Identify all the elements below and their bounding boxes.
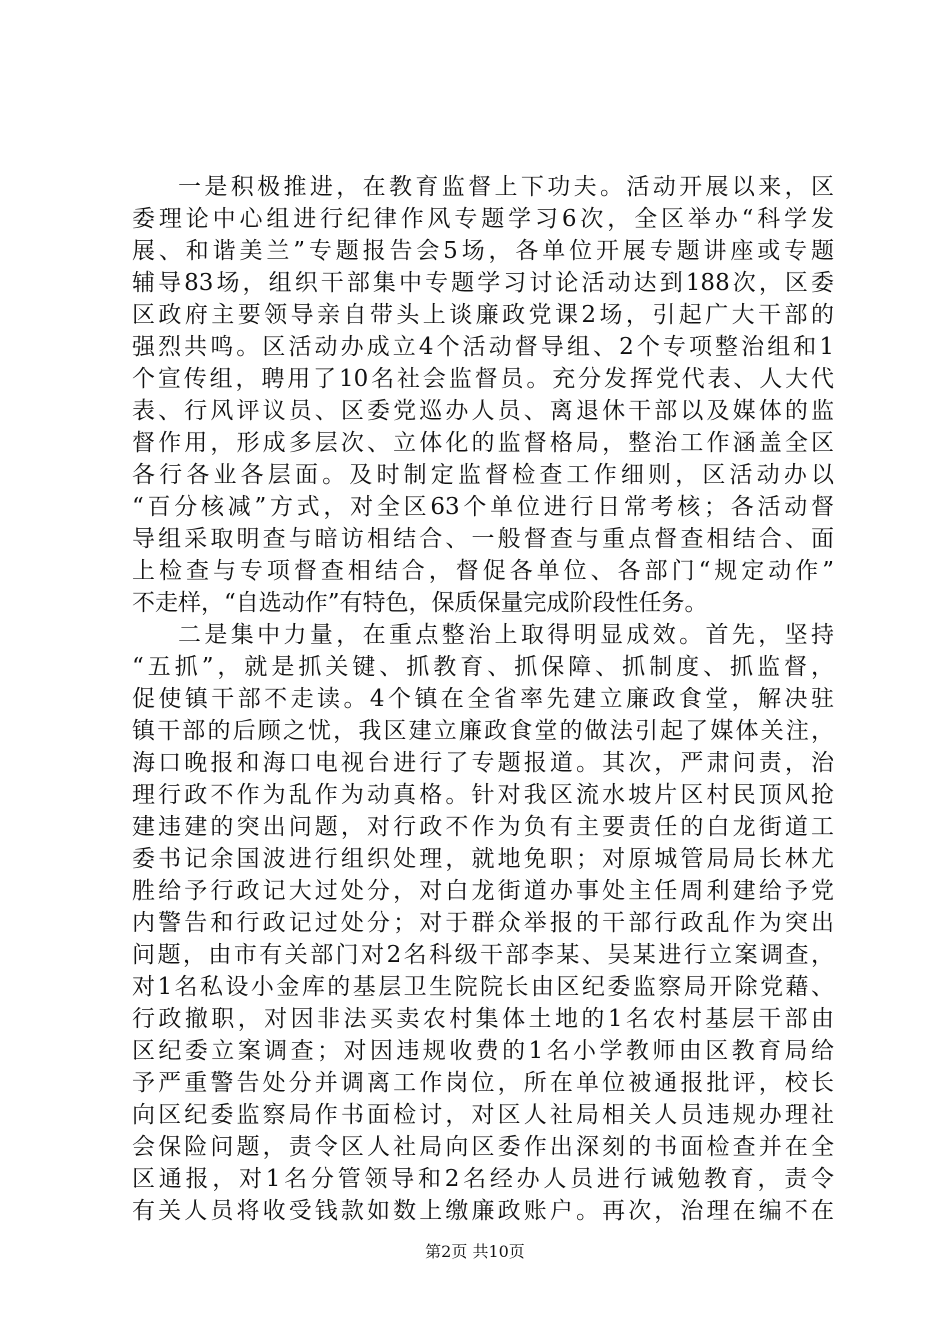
text-line: 胜给予行政记大过处分，对白龙街道办事处主任周利建给予党 xyxy=(132,878,834,904)
text-line: 辅导83场，组织干部集中专题学习讨论活动达到188次，区委 xyxy=(132,270,834,296)
text-line: 不走样，“自选动作”有特色，保质保量完成阶段性任务。 xyxy=(132,590,708,616)
document-body xyxy=(132,171,834,1227)
text-line: 展、和谐美兰”专题报告会5场，各单位开展专题讲座或专题 xyxy=(132,238,834,264)
text-line: 上检查与专项督查相结合，督促各单位、各部门“规定动作” xyxy=(132,558,834,584)
text-line: 表、行风评议员、区委党巡办人员、离退休干部以及媒体的监 xyxy=(132,398,834,424)
text-line: 促使镇干部不走读。4个镇在全省率先建立廉政食堂，解决驻 xyxy=(132,686,834,712)
text-line: 会保险问题，责令区人社局向区委作出深刻的书面检查并在全 xyxy=(132,1134,834,1160)
text-line: 委书记余国波进行组织处理，就地免职；对原城管局局长林尤 xyxy=(132,846,834,872)
text-line: 强烈共鸣。区活动办成立4个活动督导组、2个专项整治组和1 xyxy=(132,334,834,360)
page-number-footer: 第2页 共10页 xyxy=(425,1242,525,1261)
text-line: “百分核减”方式，对全区63个单位进行日常考核；各活动督 xyxy=(132,494,834,520)
text-line: 区政府主要领导亲自带头上谈廉政党课2场，引起广大干部的 xyxy=(132,302,834,328)
text-line: 区通报，对1名分管领导和2名经办人员进行诫勉教育，责令 xyxy=(132,1166,834,1192)
text-line: 有关人员将收受钱款如数上缴廉政账户。再次，治理在编不在 xyxy=(132,1198,834,1224)
text-line: 二是集中力量，在重点整治上取得明显成效。首先，坚持 xyxy=(178,622,834,648)
text-line: 导组采取明查与暗访相结合、一般督查与重点督查相结合、面 xyxy=(132,526,834,552)
text-line: 委理论中心组进行纪律作风专题学习6次，全区举办“科学发 xyxy=(132,206,834,232)
text-line: 建违建的突出问题，对行政不作为负有主要责任的白龙街道工 xyxy=(132,814,834,840)
text-line: 向区纪委监察局作书面检讨，对区人社局相关人员违规办理社 xyxy=(132,1102,834,1128)
text-line: 予严重警告处分并调离工作岗位，所在单位被通报批评，校长 xyxy=(132,1070,834,1096)
text-line: 各行各业各层面。及时制定监督检查工作细则，区活动办以 xyxy=(132,462,834,488)
text-line: 行政撤职，对因非法买卖农村集体土地的1名农村基层干部由 xyxy=(132,1006,834,1032)
text-line: “五抓”，就是抓关键、抓教育、抓保障、抓制度、抓监督， xyxy=(132,654,834,680)
text-line: 督作用，形成多层次、立体化的监督格局，整治工作涵盖全区 xyxy=(132,430,834,456)
text-line: 区纪委立案调查；对因违规收费的1名小学教师由区教育局给 xyxy=(132,1038,834,1064)
text-line: 镇干部的后顾之忧，我区建立廉政食堂的做法引起了媒体关注， xyxy=(132,718,834,744)
text-line: 一是积极推进，在教育监督上下功夫。活动开展以来，区 xyxy=(178,174,834,200)
text-line: 个宣传组，聘用了10名社会监督员。充分发挥党代表、人大代 xyxy=(132,366,834,392)
text-line: 理行政不作为乱作为动真格。针对我区流水坡片区村民顶风抢 xyxy=(132,782,834,808)
text-line: 海口晚报和海口电视台进行了专题报道。其次，严肃问责，治 xyxy=(132,750,834,776)
text-line: 内警告和行政记过处分；对于群众举报的干部行政乱作为突出 xyxy=(132,910,834,936)
text-line: 对1名私设小金库的基层卫生院院长由区纪委监察局开除党藉、 xyxy=(132,974,834,1000)
text-line: 问题，由市有关部门对2名科级干部李某、吴某进行立案调查， xyxy=(132,942,834,968)
